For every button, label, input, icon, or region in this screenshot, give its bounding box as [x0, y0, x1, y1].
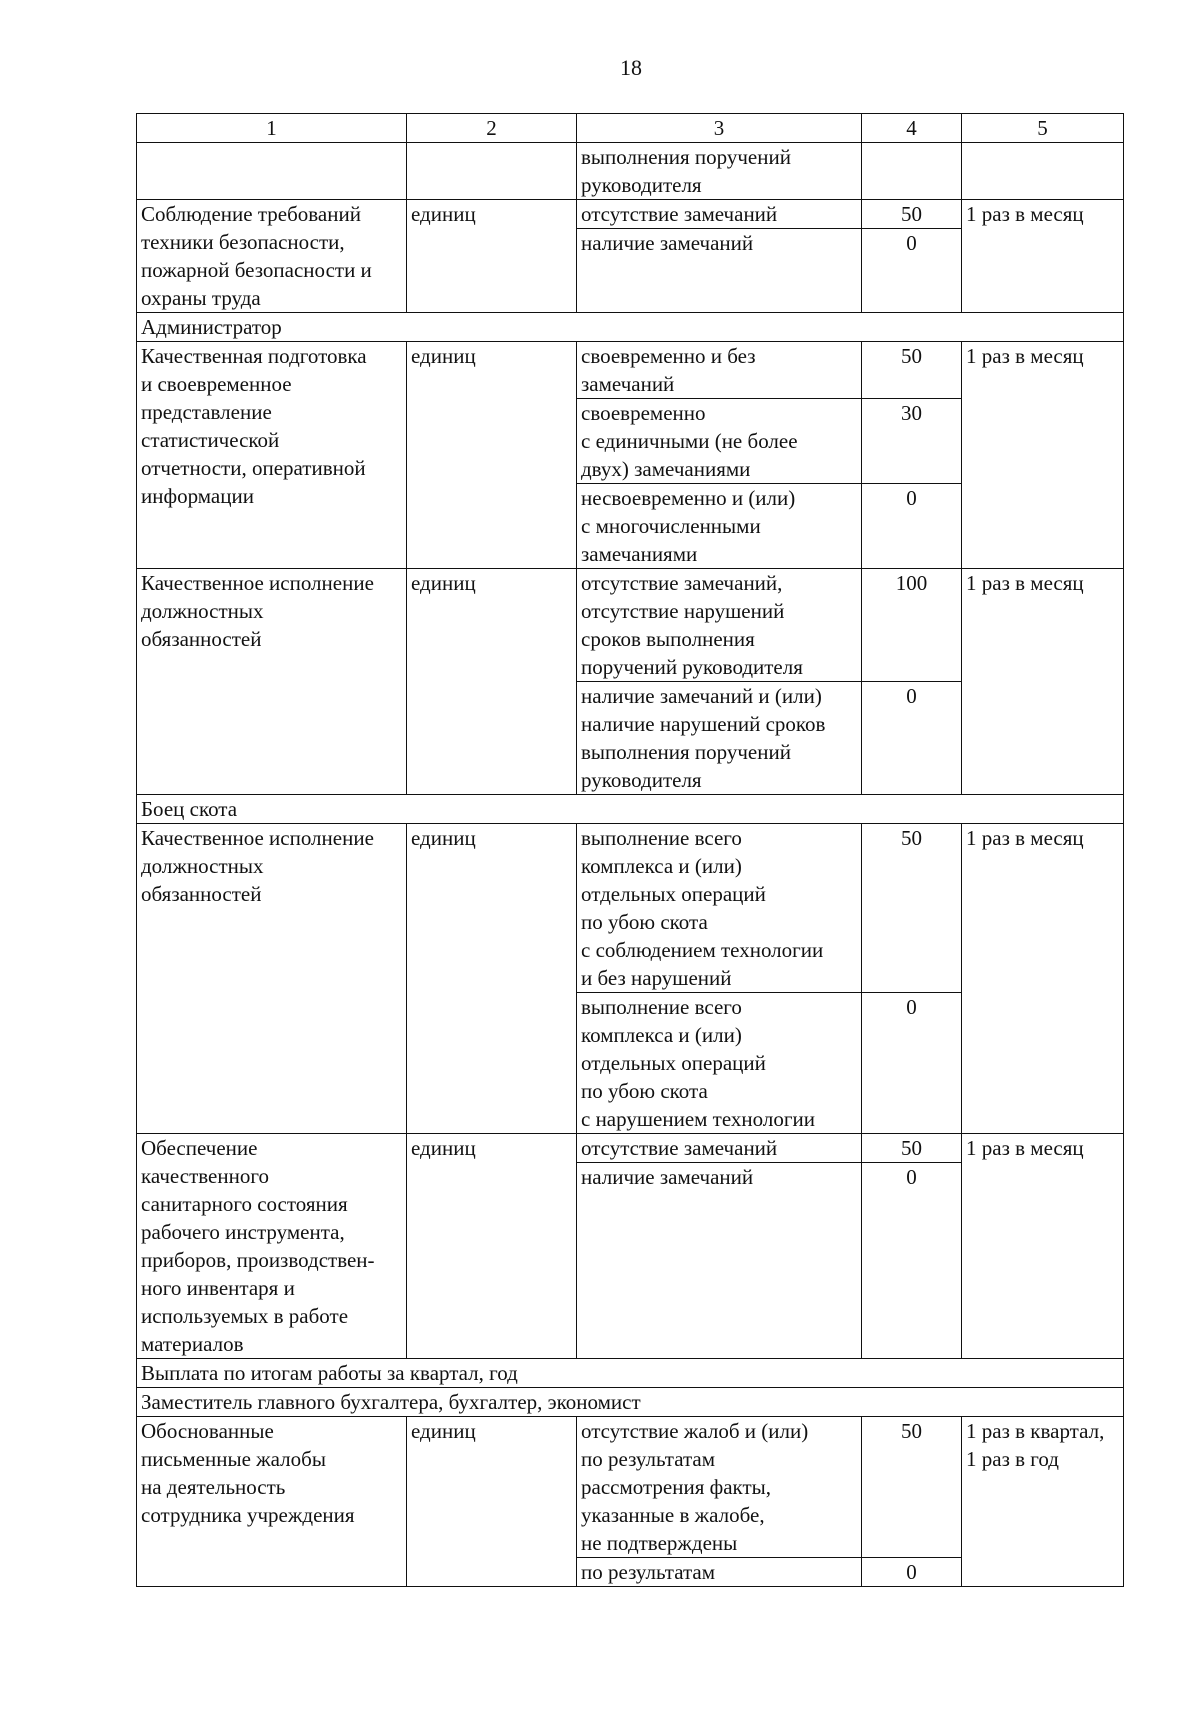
frequency-cell: 1 раз в месяц	[962, 200, 1124, 313]
section-heading-butcher: Боец скота	[137, 795, 1124, 824]
condition-cell: по результатам	[577, 1558, 862, 1587]
unit-cell	[407, 143, 577, 200]
indicator-cell: Качественная подготовка и своевременное представление статистической отчетности, оперативной информации	[137, 342, 407, 569]
points-cell: 0	[862, 1163, 962, 1359]
points-cell: 0	[862, 1558, 962, 1587]
header-cell-3: 3	[577, 114, 862, 143]
condition-cell: отсутствие замечаний, отсутствие нарушений сроков выполнения поручений руководителя	[577, 569, 862, 682]
condition-cell: наличие замечаний	[577, 229, 862, 313]
section-heading-accountant: Заместитель главного бухгалтера, бухгалтер, экономист	[137, 1388, 1124, 1417]
points-cell: 0	[862, 682, 962, 795]
header-cell-1: 1	[137, 114, 407, 143]
condition-cell: своевременно с единичными (не более двух) замечаниями	[577, 399, 862, 484]
unit-cell: единиц	[407, 200, 577, 313]
points-cell: 0	[862, 993, 962, 1134]
section-row	[137, 1359, 1124, 1388]
indicator-cell	[137, 143, 407, 200]
table-row	[137, 200, 1124, 229]
table-row	[137, 1134, 1124, 1163]
condition-cell: наличие замечаний	[577, 1163, 862, 1359]
table-row	[137, 1417, 1124, 1558]
points-cell: 50	[862, 342, 962, 399]
condition-cell: отсутствие замечаний	[577, 200, 862, 229]
frequency-cell: 1 раз в месяц	[962, 824, 1124, 1134]
condition-cell: выполнение всего комплекса и (или) отдельных операций по убою скота с нарушением технологии	[577, 993, 862, 1134]
table-row	[137, 342, 1124, 399]
points-cell: 50	[862, 200, 962, 229]
frequency-cell: 1 раз в месяц	[962, 342, 1124, 569]
page-number: 18	[620, 55, 642, 80]
frequency-cell	[962, 143, 1124, 200]
header-cell-5: 5	[962, 114, 1124, 143]
table-row	[137, 143, 1124, 200]
unit-cell: единиц	[407, 1417, 577, 1587]
condition-cell: отсутствие жалоб и (или) по результатам рассмотрения факты, указанные в жалобе, не подтверждены	[577, 1417, 862, 1558]
frequency-cell: 1 раз в квартал, 1 раз в год	[962, 1417, 1124, 1587]
section-heading-administrator: Администратор	[137, 313, 1124, 342]
table-row	[137, 569, 1124, 682]
section-row	[137, 1388, 1124, 1417]
frequency-cell: 1 раз в месяц	[962, 569, 1124, 795]
points-cell	[862, 143, 962, 200]
condition-cell: своевременно и без замечаний	[577, 342, 862, 399]
points-cell: 50	[862, 1134, 962, 1163]
condition-cell: отсутствие замечаний	[577, 1134, 862, 1163]
condition-cell: выполнения поручений руководителя	[577, 143, 862, 200]
condition-cell: выполнение всего комплекса и (или) отдельных операций по убою скота с соблюдением технологии и без нарушений	[577, 824, 862, 993]
points-cell: 0	[862, 229, 962, 313]
unit-cell: единиц	[407, 1134, 577, 1359]
header-row	[137, 114, 1124, 143]
section-row	[137, 795, 1124, 824]
indicator-cell: Качественное исполнение должностных обязанностей	[137, 824, 407, 1134]
section-heading-quarterly: Выплата по итогам работы за квартал, год	[137, 1359, 1124, 1388]
points-cell: 30	[862, 399, 962, 484]
points-cell: 100	[862, 569, 962, 682]
header-cell-4: 4	[862, 114, 962, 143]
table-row	[137, 824, 1124, 993]
condition-cell: наличие замечаний и (или) наличие нарушений сроков выполнения поручений руководителя	[577, 682, 862, 795]
indicator-cell: Обоснованные письменные жалобы на деятельность сотрудника учреждения	[137, 1417, 407, 1587]
indicator-cell: Обеспечение качественного санитарного состояния рабочего инструмента, приборов, производствен- ного инвентаря и используемых в работе материалов	[137, 1134, 407, 1359]
indicator-cell: Качественное исполнение должностных обязанностей	[137, 569, 407, 795]
criteria-table	[136, 113, 1124, 1587]
frequency-cell: 1 раз в месяц	[962, 1134, 1124, 1359]
points-cell: 50	[862, 824, 962, 993]
unit-cell: единиц	[407, 569, 577, 795]
section-row	[137, 313, 1124, 342]
indicator-cell: Соблюдение требований техники безопасности, пожарной безопасности и охраны труда	[137, 200, 407, 313]
condition-cell: несвоевременно и (или) с многочисленными замечаниями	[577, 484, 862, 569]
unit-cell: единиц	[407, 824, 577, 1134]
points-cell: 50	[862, 1417, 962, 1558]
unit-cell: единиц	[407, 342, 577, 569]
header-cell-2: 2	[407, 114, 577, 143]
points-cell: 0	[862, 484, 962, 569]
